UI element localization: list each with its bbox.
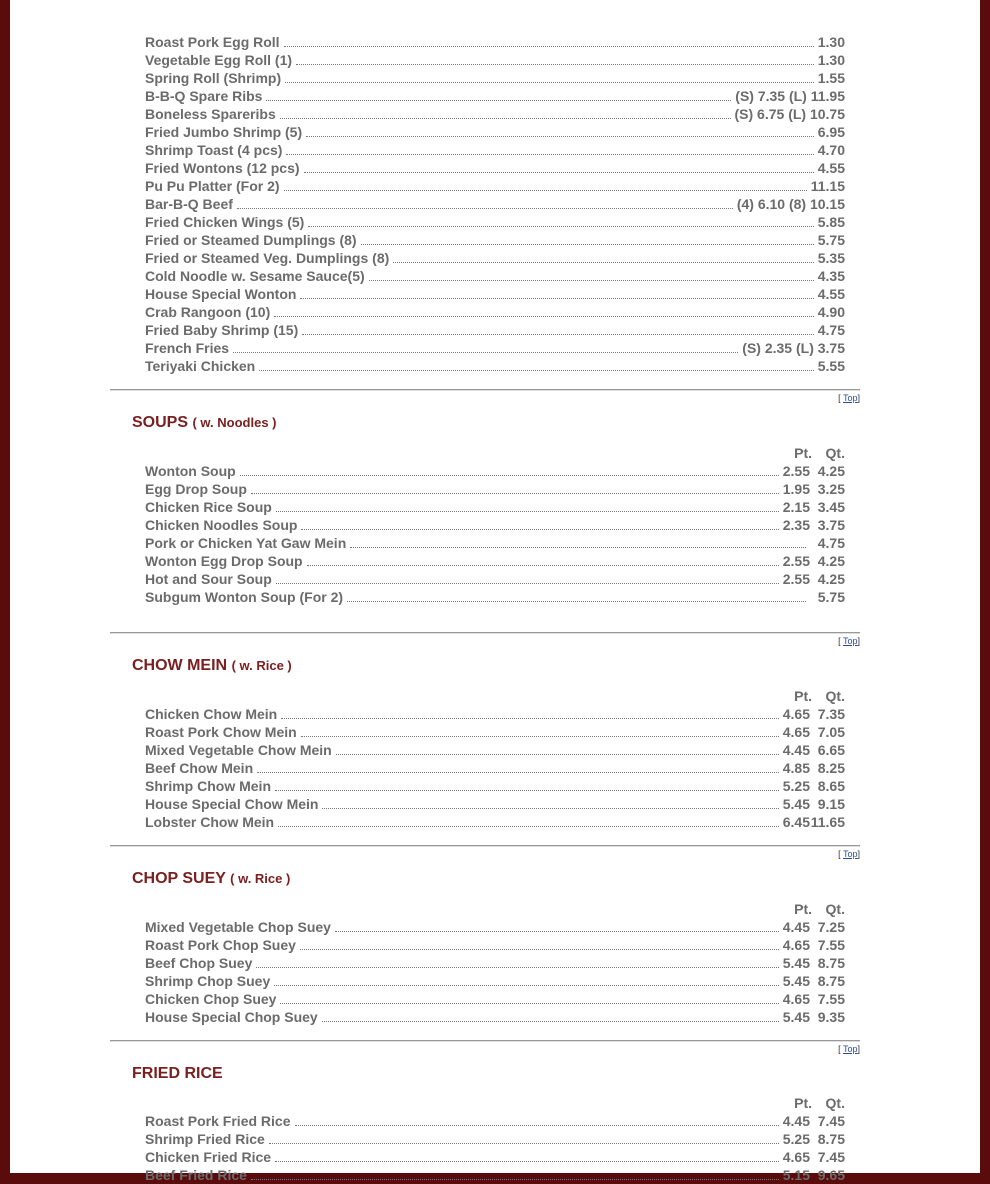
pint-price: 6.45 (782, 814, 810, 830)
dot-leader (274, 315, 814, 317)
menu-item-row (145, 285, 845, 303)
menu-item-prices (779, 552, 845, 570)
pint-header: Pt. (794, 688, 812, 704)
menu-item-name: Shrimp Chop Suey (145, 973, 271, 989)
menu-item-name: Chicken Noodles Soup (145, 517, 298, 533)
menu-item-row (145, 213, 845, 231)
pint-price: 1.95 (782, 481, 810, 497)
menu-item-price: 4.35 (817, 268, 845, 284)
menu-item-price: 4.55 (817, 160, 845, 176)
menu-item-name: Mixed Vegetable Chop Suey (145, 919, 331, 935)
pint-price: 2.55 (782, 553, 810, 569)
menu-item-price: (S) 2.35 (L) 3.75 (742, 340, 845, 356)
dot-leader (269, 1142, 779, 1144)
menu-item-row (145, 69, 845, 87)
pint-price: 5.45 (782, 796, 810, 812)
menu-item-prices (779, 777, 845, 795)
menu-item-name: Chicken Rice Soup (145, 499, 272, 515)
menu-item-name: Cold Noodle w. Sesame Sauce(5) (145, 268, 365, 284)
pint-price: 2.55 (782, 463, 810, 479)
menu-item-row (145, 954, 845, 972)
menu-item-name: Fried Jumbo Shrimp (5) (145, 124, 303, 140)
menu-item-row (145, 357, 845, 375)
menu-item-row (145, 1166, 845, 1184)
menu-item-name: Fried Chicken Wings (5) (145, 214, 305, 230)
menu-item-row (145, 795, 845, 813)
pint-price: 5.45 (782, 1009, 810, 1025)
dot-leader (296, 63, 814, 65)
menu-item-name: Chicken Chow Mein (145, 706, 278, 722)
quart-price: 6.65 (817, 742, 845, 758)
quart-price: 4.25 (817, 553, 845, 569)
menu-item-row (145, 570, 845, 588)
menu-item-name: House Special Chop Suey (145, 1009, 318, 1025)
menu-item-prices (779, 462, 845, 480)
menu-item-row (145, 51, 845, 69)
menu-item-name: French Fries (145, 340, 230, 356)
menu-item-prices (779, 990, 845, 1008)
dot-leader (284, 189, 807, 191)
menu-item-prices (779, 1130, 845, 1148)
menu-item-row (145, 588, 845, 606)
menu-item-prices (779, 954, 845, 972)
dot-leader (275, 1160, 779, 1162)
menu-item-name: Wonton Egg Drop Soup (145, 553, 303, 569)
quart-price: 3.45 (817, 499, 845, 515)
menu-item-prices (779, 480, 845, 498)
pint-price: 4.85 (782, 760, 810, 776)
menu-item-price: (S) 7.35 (L) 11.95 (735, 88, 845, 104)
quart-header: Qt. (825, 901, 845, 917)
menu-item-name: Crab Rangoon (10) (145, 304, 271, 320)
menu-item-name: Vegetable Egg Roll (1) (145, 52, 293, 68)
menu-item-row (145, 1008, 845, 1026)
menu-item-name: Pu Pu Platter (For 2) (145, 178, 280, 194)
menu-item-prices (779, 1166, 845, 1184)
menu-item-row (145, 1130, 845, 1148)
dot-leader (233, 351, 738, 353)
section-divider (110, 845, 860, 847)
menu-item-name: Beef Chop Suey (145, 955, 253, 971)
menu-item-row (145, 177, 845, 195)
menu-item-name: Chicken Fried Rice (145, 1149, 272, 1165)
section-divider (110, 1040, 860, 1042)
quart-price: 7.55 (817, 937, 845, 953)
menu-item-row (145, 741, 845, 759)
menu-item-price: 5.35 (817, 250, 845, 266)
top-link-container: [ Top] (838, 849, 860, 859)
dot-leader (361, 243, 814, 245)
menu-item-prices (779, 498, 845, 516)
dot-leader (347, 600, 806, 602)
menu-item-row (145, 267, 845, 285)
section-title-chop-suey: CHOP SUEY ( w. Rice ) (132, 870, 291, 887)
menu-item-row (145, 552, 845, 570)
menu-item-price: 1.55 (817, 70, 845, 86)
dot-leader (369, 279, 814, 281)
dot-leader (295, 1124, 779, 1126)
menu-item-name: Roast Pork Chow Mein (145, 724, 297, 740)
fried-rice-list (110, 1094, 860, 1184)
quart-price: 5.75 (817, 589, 845, 605)
menu-item-price: 5.55 (817, 358, 845, 374)
menu-item-price: 4.90 (817, 304, 845, 320)
menu-item-prices (806, 588, 845, 606)
menu-item-row (145, 534, 845, 552)
dot-leader (306, 135, 814, 137)
quart-price: 7.55 (817, 991, 845, 1007)
menu-item-row (145, 936, 845, 954)
menu-item-row (145, 87, 845, 105)
top-link[interactable]: Top (842, 849, 858, 859)
menu-item-prices (779, 1008, 845, 1026)
quart-price: 8.25 (817, 760, 845, 776)
dot-leader (285, 81, 814, 83)
menu-item-name: Fried or Steamed Dumplings (8) (145, 232, 357, 248)
menu-item-row (145, 303, 845, 321)
menu-item-row (145, 159, 845, 177)
price-column-header (145, 900, 845, 918)
section-divider (110, 389, 860, 391)
chow-mein-list (110, 687, 860, 831)
menu-item-name: Pork or Chicken Yat Gaw Mein (145, 535, 347, 551)
section-divider (110, 632, 860, 634)
quart-price: 4.25 (817, 463, 845, 479)
menu-item-name: Fried Wontons (12 pcs) (145, 160, 300, 176)
menu-item-row (145, 462, 845, 480)
pint-price: 2.35 (782, 517, 810, 533)
dot-leader (286, 153, 813, 155)
menu-item-name: Roast Pork Fried Rice (145, 1113, 291, 1129)
menu-item-row (145, 480, 845, 498)
dot-leader (256, 966, 778, 968)
quart-price: 8.75 (817, 955, 845, 971)
pint-price: 5.45 (782, 973, 810, 989)
menu-item-row (145, 33, 845, 51)
top-link[interactable]: Top (842, 1044, 858, 1054)
menu-item-name: Fried Baby Shrimp (15) (145, 322, 299, 338)
menu-item-row (145, 123, 845, 141)
dot-leader (300, 948, 779, 950)
menu-item-price: 4.75 (817, 322, 845, 338)
menu-item-price: 5.75 (817, 232, 845, 248)
quart-price: 8.75 (817, 973, 845, 989)
section-title-fried-rice: FRIED RICE (132, 1065, 223, 1082)
dot-leader (274, 984, 779, 986)
menu-item-price: 5.85 (817, 214, 845, 230)
menu-item-row (145, 498, 845, 516)
quart-price: 7.35 (817, 706, 845, 722)
dot-leader (308, 225, 813, 227)
pint-header: Pt. (794, 1095, 812, 1111)
pint-price: 5.15 (782, 1167, 810, 1183)
dot-leader (275, 789, 779, 791)
menu-item-name: Lobster Chow Mein (145, 814, 275, 830)
quart-price: 7.05 (817, 724, 845, 740)
dot-leader (301, 528, 778, 530)
chop-suey-list (110, 900, 860, 1026)
menu-page (10, 0, 980, 1183)
quart-price: 8.65 (817, 778, 845, 794)
quart-price: 3.75 (817, 517, 845, 533)
menu-item-name: House Special Chow Mein (145, 796, 319, 812)
pint-price: 4.45 (782, 1113, 810, 1129)
dot-leader (257, 771, 779, 773)
quart-price: 4.25 (817, 571, 845, 587)
menu-item-row (145, 705, 845, 723)
menu-item-row (145, 813, 845, 831)
quart-header: Qt. (825, 1095, 845, 1111)
menu-item-prices (779, 741, 845, 759)
menu-item-name: Shrimp Toast (4 pcs) (145, 142, 283, 158)
dot-leader (350, 546, 806, 548)
pint-price: 4.65 (782, 724, 810, 740)
dot-leader (284, 45, 814, 47)
pint-price: 4.65 (782, 1149, 810, 1165)
menu-item-row (145, 918, 845, 936)
dot-leader (276, 510, 779, 512)
menu-item-prices (779, 1148, 845, 1166)
menu-item-row (145, 990, 845, 1008)
menu-item-price: 11.15 (810, 178, 845, 194)
dot-leader (307, 564, 779, 566)
menu-item-name: Roast Pork Chop Suey (145, 937, 296, 953)
dot-leader (322, 1020, 779, 1022)
dot-leader (240, 474, 779, 476)
price-column-header (145, 1094, 845, 1112)
menu-item-prices (779, 795, 845, 813)
pint-price: 2.55 (782, 571, 810, 587)
menu-item-row (145, 777, 845, 795)
menu-item-price: (S) 6.75 (L) 10.75 (734, 106, 845, 122)
dot-leader (301, 735, 779, 737)
menu-item-name: B-B-Q Spare Ribs (145, 88, 263, 104)
quart-header: Qt. (825, 445, 845, 461)
menu-item-row (145, 321, 845, 339)
dot-leader (335, 930, 779, 932)
dot-leader (251, 492, 779, 494)
section-title-soups: SOUPS ( w. Noodles ) (132, 414, 277, 431)
dot-leader (280, 1002, 778, 1004)
menu-item-prices (779, 1112, 845, 1130)
pint-price: 4.65 (782, 706, 810, 722)
dot-leader (300, 297, 813, 299)
dot-leader (251, 1178, 779, 1180)
menu-item-row (145, 1148, 845, 1166)
quart-price: 7.45 (817, 1149, 845, 1165)
top-link[interactable]: Top (842, 393, 858, 403)
section-title-chow-mein: CHOW MEIN ( w. Rice ) (132, 657, 292, 674)
menu-item-name: House Special Wonton (145, 286, 297, 302)
dot-leader (278, 825, 779, 827)
top-link-container: [ Top] (838, 393, 860, 403)
menu-item-row (145, 141, 845, 159)
quart-price: 7.45 (817, 1113, 845, 1129)
menu-item-row (145, 972, 845, 990)
menu-item-row (145, 339, 845, 357)
dot-leader (266, 99, 731, 101)
dot-leader (393, 261, 813, 263)
price-column-header (145, 444, 845, 462)
pint-price: 5.25 (782, 778, 810, 794)
menu-item-row (145, 723, 845, 741)
top-link-container: [ Top] (838, 1044, 860, 1054)
menu-item-row (145, 231, 845, 249)
menu-item-row (145, 195, 845, 213)
menu-item-name: Shrimp Fried Rice (145, 1131, 265, 1147)
top-link-container: [ Top] (838, 636, 860, 646)
menu-item-name: Subgum Wonton Soup (For 2) (145, 589, 344, 605)
menu-item-row (145, 759, 845, 777)
menu-item-name: Spring Roll (Shrimp) (145, 70, 282, 86)
menu-item-row (145, 1112, 845, 1130)
pint-price: 4.45 (782, 742, 810, 758)
pint-price: 5.25 (782, 1131, 810, 1147)
menu-item-name: Teriyaki Chicken (145, 358, 256, 374)
pint-price: 5.45 (782, 955, 810, 971)
quart-price: 8.75 (817, 1131, 845, 1147)
menu-item-price: 6.95 (817, 124, 845, 140)
pint-header: Pt. (794, 901, 812, 917)
menu-item-row (145, 516, 845, 534)
quart-price: 4.75 (817, 535, 845, 551)
menu-item-name: Boneless Spareribs (145, 106, 276, 122)
menu-item-prices (806, 534, 845, 552)
menu-item-prices (779, 813, 845, 831)
menu-item-name: Egg Drop Soup (145, 481, 247, 497)
dot-leader (322, 807, 778, 809)
menu-item-name: Bar-B-Q Beef (145, 196, 233, 212)
dot-leader (280, 117, 731, 119)
dot-leader (276, 582, 779, 584)
dot-leader (304, 171, 814, 173)
quart-price: 11.65 (810, 814, 845, 830)
menu-item-prices (779, 705, 845, 723)
menu-item-name: Shrimp Chow Mein (145, 778, 271, 794)
menu-item-prices (779, 516, 845, 534)
menu-item-row (145, 249, 845, 267)
menu-item-prices (779, 972, 845, 990)
menu-item-row (145, 105, 845, 123)
menu-item-price: 1.30 (817, 52, 845, 68)
menu-item-price: 4.55 (817, 286, 845, 302)
quart-price: 9.65 (817, 1167, 845, 1183)
menu-item-price: 4.70 (817, 142, 845, 158)
menu-item-price: (4) 6.10 (8) 10.15 (736, 196, 845, 212)
pint-header: Pt. (794, 445, 812, 461)
soups-list (110, 444, 860, 606)
menu-item-name: Wonton Soup (145, 463, 236, 479)
quart-price: 7.25 (817, 919, 845, 935)
dot-leader (237, 207, 733, 209)
menu-item-name: Beef Chow Mein (145, 760, 254, 776)
menu-item-name: Fried or Steamed Veg. Dumplings (8) (145, 250, 390, 266)
quart-header: Qt. (825, 688, 845, 704)
menu-item-price: 1.30 (817, 34, 845, 50)
quart-price: 3.25 (817, 481, 845, 497)
quart-price: 9.35 (817, 1009, 845, 1025)
menu-item-prices (779, 723, 845, 741)
menu-item-name: Beef Fried Rice (145, 1167, 247, 1183)
menu-item-name: Hot and Sour Soup (145, 571, 272, 587)
dot-leader (336, 753, 779, 755)
menu-item-name: Roast Pork Egg Roll (145, 34, 280, 50)
pint-price: 2.15 (782, 499, 810, 515)
appetizers-list (110, 33, 860, 375)
pint-price: 4.45 (782, 919, 810, 935)
menu-item-name: Chicken Chop Suey (145, 991, 277, 1007)
menu-item-prices (779, 936, 845, 954)
dot-leader (302, 333, 813, 335)
dot-leader (281, 717, 779, 719)
menu-item-prices (779, 759, 845, 777)
dot-leader (259, 369, 814, 371)
pint-price: 4.65 (782, 991, 810, 1007)
price-column-header (145, 687, 845, 705)
menu-item-name: Mixed Vegetable Chow Mein (145, 742, 332, 758)
top-link[interactable]: Top (842, 636, 858, 646)
quart-price: 9.15 (817, 796, 845, 812)
pint-price: 4.65 (782, 937, 810, 953)
menu-item-prices (779, 918, 845, 936)
menu-item-prices (779, 570, 845, 588)
